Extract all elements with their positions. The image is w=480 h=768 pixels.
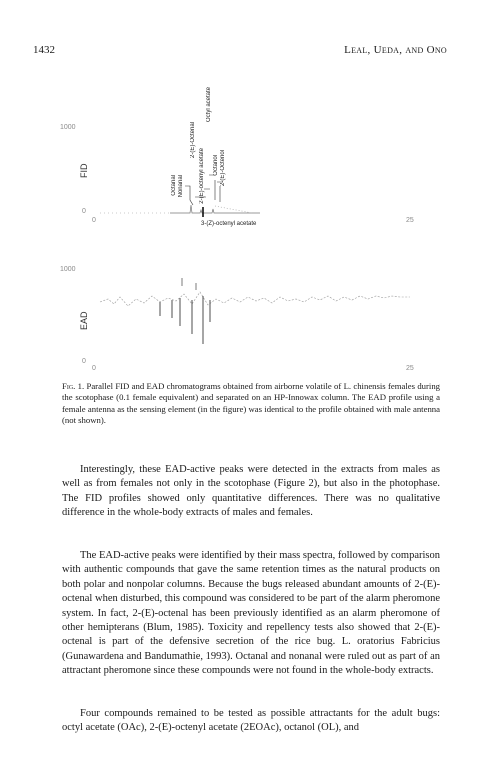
- peak-label-octanal: Octanal: [171, 175, 177, 196]
- body-paragraph: The EAD-active peaks were identified by their mass spectra, followed by comparison with authentic compounds that gave the same retention times as the natural products on both polar and nonpolar columns. Because the bugs released abundant amounts of 2-(E)-octenal when disturbed, this compound was considered to be part of the alarm pheromone system. In fact, 2-(E)-octenal has been previously identified as an alarm pheromone of other hemipterans (Blum, 1985). Toxicity and repellency tests also showed that 2-(E)-octenal is part of the defensive secretion of the rice bug. L. oratorius Fabricius (Gunawardena and Bandumathie, 1993). Octanal and nonanal were ruled out as part of an attractant pheromone since these compounds were not found in the whole-body extracts.: [62, 550, 440, 677]
- peak-label-octenal: 2-(E)-Octenal: [190, 122, 196, 159]
- fid-y-top-tick: 1000: [60, 124, 76, 131]
- figure-caption: [62, 381, 440, 427]
- peak-label-nonanal: Nonanal: [178, 175, 184, 198]
- page-number: 1432: [33, 44, 55, 56]
- chromatogram-traces: [0, 0, 480, 380]
- fid-y-label: FID: [79, 163, 89, 178]
- ead-y-bottom-tick: 0: [82, 358, 86, 365]
- fid-y-bottom-tick: 0: [82, 208, 86, 215]
- chromatogram-figure: [0, 0, 480, 380]
- body-paragraph: Four compounds remained to be tested as possible attractants for the adult bugs: octyl acetate (OAc), 2-(E)-octenyl acetate (2EOAc), octanol (OL), and: [62, 708, 440, 734]
- ead-x-start-tick: 0: [92, 365, 96, 372]
- fid-trace: [100, 175, 260, 217]
- peak-label-z-octenyl-acetate: 3-(Z)-octenyl acetate: [201, 221, 257, 227]
- peak-label-octenol: 2-(E)-Octenol: [220, 150, 226, 187]
- ead-x-end-tick: 25: [406, 365, 414, 372]
- fid-x-end-tick: 25: [406, 217, 414, 224]
- ead-y-label: EAD: [79, 311, 89, 330]
- body-paragraph: Interestingly, these EAD-active peaks were detected in the extracts from males as well as from females not only in the scotophase (Figure 2), but also in the photophase. The FID profiles showed only quantitative differences. There was no qualitative difference in the whole-body extracts of males and females.: [62, 464, 440, 519]
- ead-trace: [100, 278, 410, 344]
- running-head: Leal, Ueda, and Ono: [344, 44, 447, 56]
- caption-text: Parallel FID and EAD chromatograms obtained from airborne volatile of L. chinensis females during the scotophase (0.1 female equivalent) and separated on an HP-Innowax column. The EAD profile using a female antenna as the sensing element (in the figure) was identical to the profile obtained with male antenna (not shown).: [62, 381, 441, 426]
- peak-label-octanol: Octanol: [213, 155, 219, 176]
- peak-label-octyl-acetate: Octyl acetate: [206, 87, 212, 123]
- ead-y-top-tick: 1000: [60, 266, 76, 273]
- fid-x-start-tick: 0: [92, 217, 96, 224]
- peak-label-octenyl-acetate: 2-(E)-octenyl acetate: [199, 148, 205, 204]
- caption-lead: Fig. 1.: [62, 381, 85, 391]
